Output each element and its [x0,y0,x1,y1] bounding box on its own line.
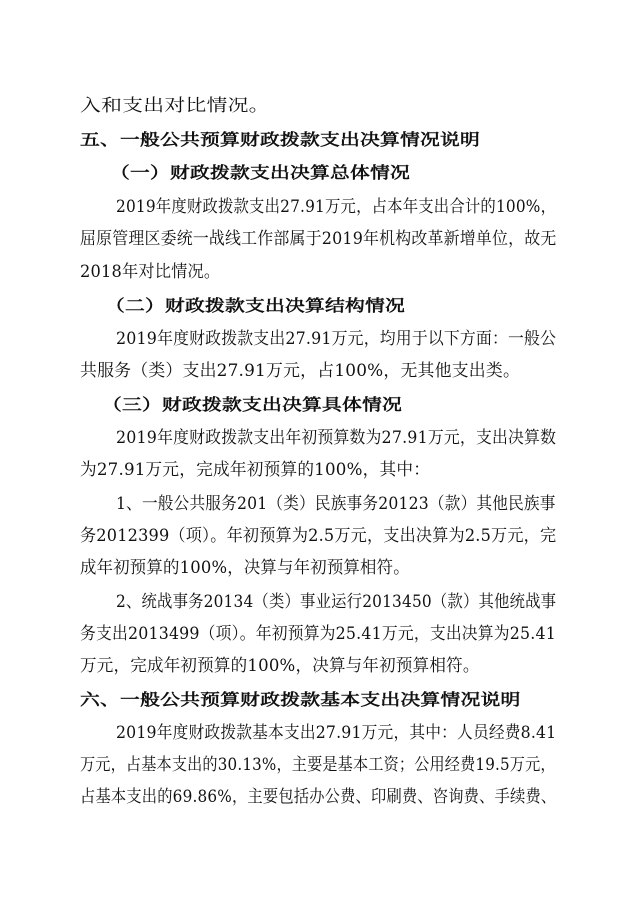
body-text-line: 2019年度财政拨款基本支出27.91万元，其中：人员经费8.41 [116,723,557,743]
body-text-line: 务2012399（项）。年初预算为2.5万元，支出决算为2.5万元，完 [80,526,557,546]
body-text-line: 1、一般公共服务201（类）民族事务20123（款）其他民族事 [116,494,556,514]
body-text-line: 2019年度财政拨款支出27.91万元，均用于以下方面：一般公 [116,329,557,349]
body-text-line: 共服务（类）支出27.91万元，占100%，无其他支出类。 [80,361,521,381]
body-text-line: 屈原管理区委统一战线工作部属于2019年机构改革新增单位，故无 [80,229,557,249]
section-heading-6: 六、一般公共预算财政拨款基本支出决算情况说明 [80,690,521,709]
body-text-line: 成年初预算的100%，决算与年初预算相符。 [80,558,410,578]
body-text-line: 务支出2013499（项）。年初预算为25.41万元，支出决算为25.41 [80,624,556,644]
subsection-heading-2: （二）财政拨款支出决算结构情况 [105,296,406,315]
body-text-line: 万元，占基本支出的30.13%，主要是基本工资；公用经费19.5万元， [80,755,556,775]
body-text-line: 2、统战事务20134（类）事业运行2013450（款）其他统战事 [116,592,557,612]
body-text-line: 2019年度财政拨款支出27.91万元，占本年支出合计的100%， [116,197,557,217]
paragraph-continuation: 入和支出对比情况。 [80,96,270,116]
body-text-line: 万元，完成年初预算的100%，决算与年初预算相符。 [80,656,480,676]
subsection-heading-3: （三）财政拨款支出决算具体情况 [102,395,403,414]
body-text-line: 2019年度财政拨款支出年初预算数为27.91万元，支出决算数 [116,428,557,448]
body-text-line: 为27.91万元，完成年初预算的100%，其中： [80,460,431,480]
body-text-line: 占基本支出的69.86%，主要包括办公费、印刷费、咨询费、手续费、 [80,787,557,807]
body-text-line: 2018年对比情况。 [80,262,221,282]
subsection-heading-1: （一）财政拨款支出决算总体情况 [110,163,411,182]
section-heading-5: 五、一般公共预算财政拨款支出决算情况说明 [80,130,481,149]
